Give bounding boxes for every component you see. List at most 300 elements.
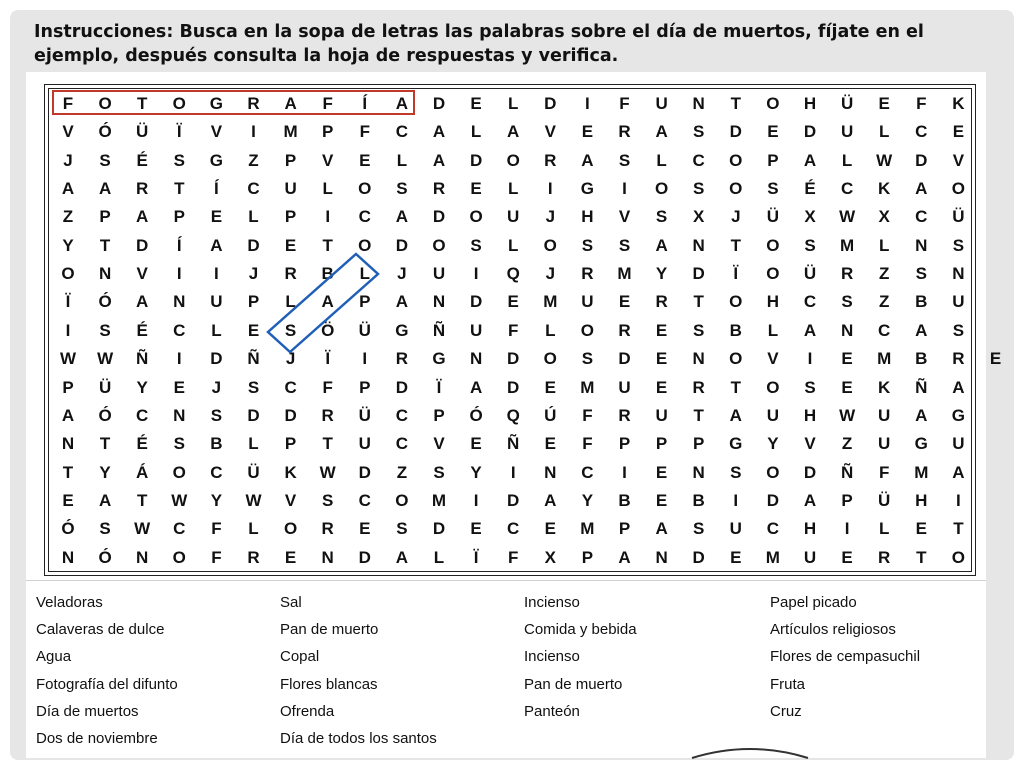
grid-letter: C (840, 179, 854, 199)
word-list-item: Papel picado (770, 594, 857, 611)
grid-letter: U (878, 434, 891, 454)
grid-letter: X (544, 547, 556, 567)
grid-letter: U (766, 405, 780, 425)
grid-letter: I (807, 349, 813, 369)
grid-letter: D (507, 490, 520, 510)
grid-letter: Ü (247, 462, 260, 482)
grid-letter: S (247, 377, 260, 397)
grid-letter: O (729, 179, 743, 199)
grid-letter: S (470, 235, 482, 255)
grid-letter: L (211, 320, 222, 340)
grid-letter: Y (136, 377, 148, 397)
grid-letter: Ñ (840, 462, 854, 482)
grid-letter: H (803, 519, 817, 539)
grid-letter: A (210, 235, 223, 255)
grid-letter: Ï (473, 547, 479, 567)
word-list-item: Copal (280, 648, 320, 666)
grid-letter: U (655, 405, 668, 425)
grid-letter: O (61, 264, 75, 284)
grid-letter: U (469, 320, 483, 340)
grid-letter: L (248, 519, 259, 539)
grid-letter: D (544, 94, 557, 113)
word-list-item: Fruta (770, 675, 806, 693)
grid-letter: O (766, 377, 780, 397)
grid-letter: D (507, 377, 520, 397)
grid-letter: O (543, 235, 557, 255)
grid-letter: I (251, 122, 256, 142)
grid-letter: T (953, 519, 964, 539)
grid-letter: A (729, 405, 742, 425)
grid-letter: P (767, 150, 779, 170)
grid-letter: U (581, 292, 594, 312)
grid-letter: N (136, 547, 149, 567)
grid-letter: O (543, 349, 557, 369)
grid-letter: W (245, 490, 262, 510)
grid-letter: A (655, 122, 668, 142)
grid-letter: N (61, 434, 75, 454)
grid-letter: Y (767, 434, 779, 454)
grid-letter: A (432, 150, 446, 170)
grid-letter: P (618, 519, 631, 539)
grid-letter: R (618, 320, 631, 340)
grid-letter: N (692, 94, 705, 113)
grid-letter: V (433, 434, 445, 454)
grid-letter: S (396, 179, 408, 199)
grid-letter: S (952, 320, 965, 340)
grid-letter: O (729, 292, 743, 312)
grid-letter: A (284, 94, 297, 113)
grid-letter: T (730, 94, 741, 113)
grid-letter: P (284, 434, 297, 454)
grid-letter: E (507, 292, 519, 312)
grid-letter: E (284, 547, 297, 567)
grid-letter: Ü (878, 490, 891, 510)
grid-letter: W (171, 490, 188, 510)
grid-letter: R (952, 349, 965, 369)
grid-letter: Ï (325, 349, 331, 369)
word-list-item: Fotografía del difunto (36, 675, 178, 693)
example-highlight-fotografia (52, 90, 415, 115)
grid-letter: L (656, 150, 667, 170)
grid-letter: C (173, 320, 186, 340)
grid-letter: R (395, 349, 409, 369)
grid-letter: Í (362, 94, 368, 113)
grid-letter: N (915, 235, 928, 255)
grid-letter: S (730, 462, 742, 482)
word-list-item: Flores de cempasuchil (770, 648, 921, 666)
grid-letter: E (247, 320, 260, 340)
grid-letter: G (729, 434, 743, 454)
grid-letter: L (322, 179, 333, 199)
grid-letter: I (547, 179, 553, 199)
grid-letter: Z (841, 434, 853, 454)
puzzle-border-inner (48, 88, 972, 572)
grid-letter: Ö (321, 320, 335, 340)
grid-letter: J (285, 349, 296, 369)
grid-letter: A (98, 179, 112, 199)
grid-letter: L (507, 179, 519, 199)
grid-letter: O (766, 235, 780, 255)
grid-letter: E (841, 349, 853, 369)
grid-letter: R (878, 547, 891, 567)
grid-letter: L (433, 547, 445, 567)
grid-letter: Ó (61, 519, 75, 539)
grid-letter: K (952, 94, 965, 113)
grid-letter: S (99, 150, 111, 170)
grid-letter: H (581, 207, 594, 227)
grid-letter: E (470, 434, 482, 454)
grid-letter: S (618, 150, 631, 170)
grid-letter: P (359, 292, 371, 312)
grid-letter: B (618, 490, 631, 510)
word-list-item: Cruz (770, 702, 802, 720)
grid-letter: O (951, 547, 965, 567)
grid-letter: C (766, 519, 780, 539)
grid-letter: Z (396, 462, 408, 482)
grid-letter: É (136, 320, 148, 340)
word-list-item: Calaveras de dulce (36, 621, 165, 639)
grid-letter: R (581, 264, 594, 284)
grid-letter: S (915, 264, 927, 284)
grid-letter: O (358, 235, 372, 255)
grid-letter: T (136, 490, 148, 510)
grid-letter: U (655, 94, 668, 113)
grid-letter: A (395, 207, 409, 227)
grid-letter: F (211, 519, 222, 539)
grid-letter: N (692, 462, 705, 482)
grid-letter: L (507, 235, 519, 255)
grid-letter: R (432, 179, 446, 199)
grid-letter: T (174, 179, 185, 199)
grid-letter: N (692, 349, 705, 369)
grid-letter: D (729, 122, 742, 142)
grid-letter: D (507, 349, 520, 369)
grid-letter: A (915, 405, 928, 425)
word-list-item: Incienso (524, 594, 580, 611)
grid-letter: J (545, 264, 556, 284)
grid-letter: S (693, 320, 705, 340)
grid-letter: U (358, 434, 371, 454)
grid-letter: A (61, 405, 75, 425)
grid-letter: C (878, 320, 891, 340)
grid-letter: J (211, 377, 222, 397)
grid-letter: I (214, 264, 219, 284)
grid-letter: E (841, 377, 853, 397)
grid-letter: D (469, 292, 483, 312)
grid-letter: J (545, 207, 556, 227)
grid-letter: T (136, 94, 148, 113)
grid-letter: O (766, 462, 780, 482)
grid-letter: S (804, 377, 816, 397)
grid-letter: Y (470, 462, 482, 482)
grid-letter: V (322, 150, 334, 170)
grid-letter: C (284, 377, 297, 397)
grid-letter: I (176, 264, 182, 284)
grid-letter: D (358, 462, 371, 482)
grid-letter: E (655, 377, 668, 397)
grid-letter: D (136, 235, 149, 255)
grid-letter: S (804, 235, 816, 255)
word-list-item: Flores blancas (280, 675, 378, 693)
grid-letter: R (321, 405, 334, 425)
grid-letter: E (655, 349, 668, 369)
grid-letter: Í (214, 179, 219, 199)
grid-letter: J (63, 150, 73, 170)
grid-letter: S (396, 519, 408, 539)
grid-letter: A (321, 292, 334, 312)
grid-letter: Ó (98, 405, 112, 425)
grid-letter: C (173, 519, 186, 539)
grid-letter: A (952, 462, 965, 482)
grid-letter: E (655, 320, 668, 340)
grid-letter: S (767, 179, 779, 199)
grid-letter: Ó (98, 122, 112, 142)
grid-letter: I (473, 490, 479, 510)
grid-letter: A (395, 547, 409, 567)
grid-letter: K (284, 462, 297, 482)
grid-letter: F (211, 547, 222, 567)
grid-letter: O (98, 94, 112, 113)
grid-letter: P (284, 150, 297, 170)
grid-letter: B (321, 264, 334, 284)
grid-letter: A (469, 377, 483, 397)
grid-letter: D (395, 377, 409, 397)
grid-letter: I (473, 264, 479, 284)
wordlist-divider (26, 580, 986, 581)
grid-letter: V (618, 207, 631, 227)
grid-letter: F (507, 547, 519, 567)
grid-letter: N (692, 235, 705, 255)
grid-letter: Z (62, 207, 74, 227)
grid-letter: Ñ (507, 434, 520, 454)
grid-letter: H (803, 405, 817, 425)
word-list-item: Sal (280, 594, 302, 611)
grid-letter: I (325, 207, 331, 227)
grid-letter: T (99, 434, 111, 454)
grid-letter: Ü (358, 405, 371, 425)
grid-letter: G (209, 94, 223, 113)
grid-letter: P (62, 377, 74, 397)
grid-letter: L (878, 519, 890, 539)
grid-letter: G (914, 434, 928, 454)
grid-letter: O (172, 462, 186, 482)
grid-letter: X (878, 207, 890, 227)
grid-letter: O (729, 150, 743, 170)
grid-letter: G (951, 405, 965, 425)
grid-letter: Ó (98, 547, 112, 567)
grid-letter: Q (506, 405, 520, 425)
grid-letter: V (284, 490, 297, 510)
grid-letter: M (283, 122, 298, 142)
grid-letter: Á (136, 462, 149, 482)
grid-letter: O (469, 207, 483, 227)
grid-letter: X (804, 207, 816, 227)
grid-letter: A (61, 179, 75, 199)
grid-letter: I (844, 519, 850, 539)
grid-letter: E (655, 490, 668, 510)
grid-letter: L (248, 207, 259, 227)
grid-letter: E (730, 547, 742, 567)
grid-letter: C (358, 207, 371, 227)
grid-letter: V (210, 122, 223, 142)
grid-letter: D (766, 490, 780, 510)
grid-letter: D (247, 235, 260, 255)
word-list-item: Pan de muerto (524, 675, 623, 693)
grid-letter: É (136, 150, 148, 170)
grid-letter: S (322, 490, 334, 510)
grid-letter: D (210, 349, 223, 369)
grid-letter: A (136, 292, 149, 312)
grid-letter: R (692, 377, 705, 397)
grid-letter: R (840, 264, 854, 284)
grid-letter: C (507, 519, 520, 539)
grid-letter: M (840, 235, 855, 255)
grid-letter: I (622, 462, 627, 482)
grid-letter: C (395, 122, 409, 142)
grid-letter: U (878, 405, 891, 425)
grid-letter: V (804, 434, 816, 454)
grid-letter: P (322, 122, 334, 142)
grid-letter: C (358, 490, 371, 510)
grid-letter: L (841, 150, 853, 170)
grid-letter: L (878, 235, 890, 255)
grid-letter: N (173, 405, 186, 425)
grid-letter: Ï (176, 122, 182, 142)
grid-letter: S (655, 207, 668, 227)
grid-letter: P (284, 207, 297, 227)
grid-letter: M (580, 377, 595, 397)
grid-letter: N (61, 547, 75, 567)
grid-letter: F (582, 434, 593, 454)
grid-letter: R (247, 94, 260, 113)
grid-letter: W (839, 207, 856, 227)
grid-letter: Y (581, 490, 594, 510)
grid-letter: V (544, 122, 556, 142)
grid-letter: D (692, 264, 705, 284)
grid-letter: A (581, 150, 594, 170)
grid-letter: A (915, 179, 928, 199)
word-list-item: Ofrenda (280, 702, 335, 720)
grid-letter: W (59, 349, 77, 369)
grid-letter: V (952, 150, 965, 170)
grid-letter: D (358, 547, 371, 567)
grid-letter: C (915, 122, 928, 142)
grid-letter: A (655, 519, 668, 539)
grid-letter: R (321, 519, 334, 539)
grid-letter: E (173, 377, 185, 397)
grid-letter: R (618, 405, 631, 425)
grid-letter: W (839, 405, 856, 425)
grid-letter: D (803, 462, 817, 482)
grid-letter: S (284, 320, 297, 340)
grid-letter: T (322, 434, 333, 454)
grid-letter: D (395, 235, 409, 255)
grid-letter: E (544, 519, 556, 539)
grid-letter: M (543, 292, 558, 312)
grid-letter: F (322, 377, 333, 397)
grid-letter: Ñ (915, 377, 928, 397)
grid-letter: F (359, 122, 370, 142)
grid-letter: O (283, 519, 298, 539)
grid-letter: M (877, 349, 892, 369)
grid-letter: Ó (98, 292, 112, 312)
grid-letter: D (692, 547, 705, 567)
grid-letter: K (878, 377, 891, 397)
word-list-item: Incienso (524, 648, 580, 666)
grid-letter: C (692, 150, 705, 170)
word-list-item: Agua (36, 648, 72, 666)
grid-letter: A (98, 490, 112, 510)
grid-letter: W (876, 150, 893, 170)
grid-letter: Z (248, 150, 259, 170)
grid-letter: A (803, 320, 817, 340)
grid-letter: A (544, 490, 557, 510)
grid-letter: T (99, 235, 111, 255)
grid-letter: N (544, 462, 557, 482)
grid-letter: C (581, 462, 594, 482)
grid-letter: A (136, 207, 149, 227)
grid-letter: P (433, 405, 445, 425)
word-list-item: Dos de noviembre (36, 730, 158, 747)
grid-letter: A (395, 94, 409, 113)
grid-letter: N (469, 349, 483, 369)
grid-letter: N (952, 264, 965, 284)
grid-letter: I (176, 349, 182, 369)
grid-letter: I (733, 490, 739, 510)
grid-letter: D (469, 150, 483, 170)
grid-letter: F (619, 94, 630, 113)
grid-letter: Y (62, 235, 74, 255)
grid-letter: O (580, 320, 594, 340)
grid-letter: E (210, 207, 223, 227)
grid-letter: P (173, 207, 185, 227)
grid-letter: U (803, 547, 817, 567)
grid-letter: N (432, 292, 446, 312)
decorative-arc (690, 740, 810, 760)
grid-letter: V (62, 122, 74, 142)
grid-letter: E (470, 179, 482, 199)
grid-letter: B (210, 434, 223, 454)
grid-letter: O (172, 94, 186, 113)
grid-letter: L (545, 320, 556, 340)
grid-letter: B (915, 292, 928, 312)
grid-letter: E (581, 122, 594, 142)
grid-letter: F (878, 462, 890, 482)
grid-letter: Ü (766, 207, 780, 227)
grid-letter: E (878, 94, 890, 113)
grid-letter: P (618, 434, 631, 454)
grid-letter: M (580, 519, 595, 539)
grid-letter: S (99, 320, 111, 340)
grid-letter: I (585, 94, 590, 113)
grid-letter: E (655, 462, 668, 482)
grid-letter: Ï (65, 292, 71, 312)
grid-letter: O (358, 179, 372, 199)
grid-letter: E (359, 150, 371, 170)
grid-letter: C (395, 405, 409, 425)
grid-letter: Í (176, 235, 182, 255)
grid-letter: C (247, 179, 260, 199)
grid-letter: Ü (358, 320, 371, 340)
grid-letter: S (693, 519, 705, 539)
word-list-item: Panteón (524, 702, 580, 720)
grid-letter: R (136, 179, 149, 199)
grid-letter: Ó (469, 405, 483, 425)
grid-letter: A (432, 122, 446, 142)
grid-letter: Ñ (136, 349, 149, 369)
grid-letter: U (432, 264, 446, 284)
grid-letter: Ü (840, 94, 854, 113)
